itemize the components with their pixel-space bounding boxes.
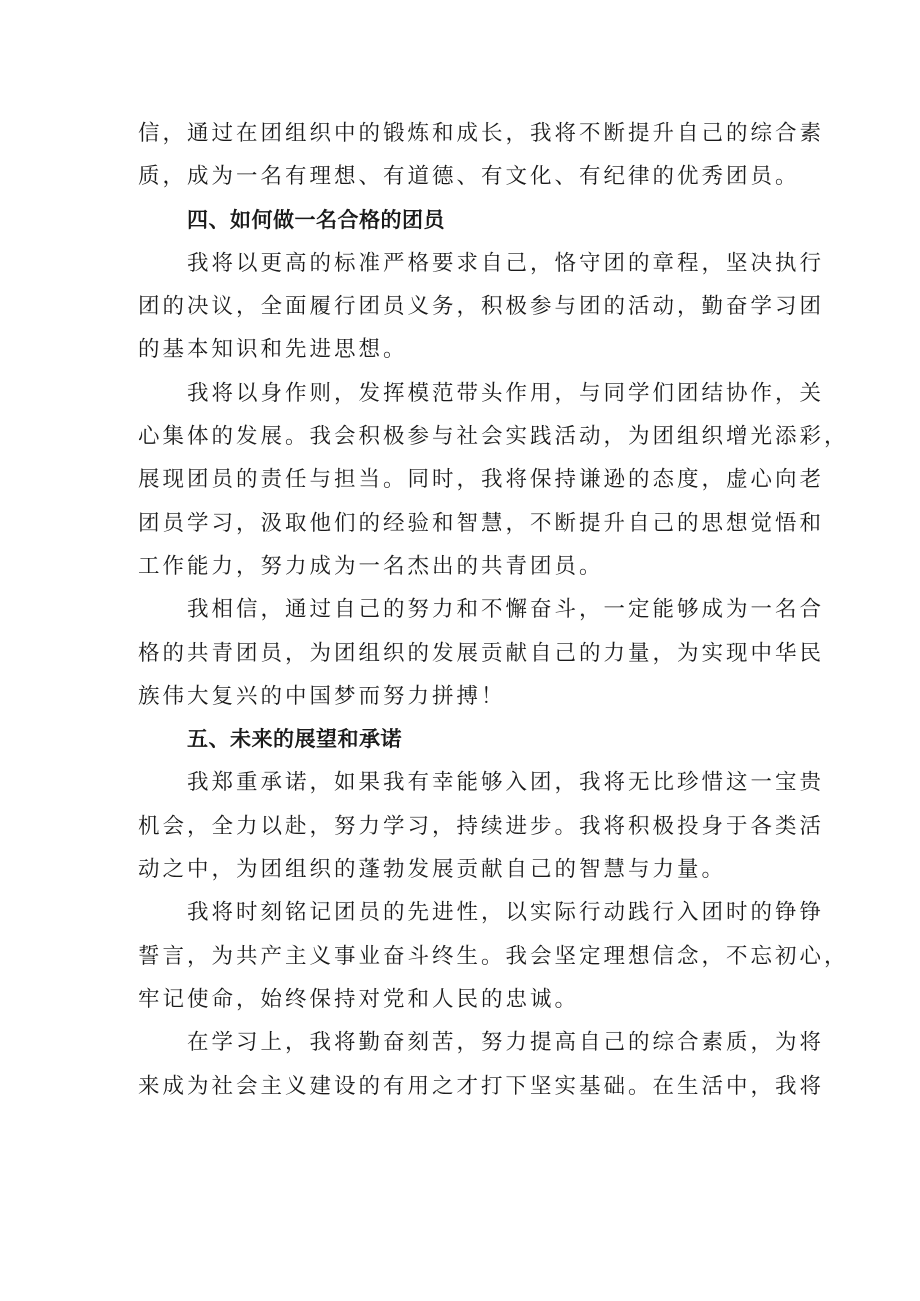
paragraph-line: 的基本知识和先进思想。 bbox=[138, 337, 408, 363]
paragraph-line: 团的决议，全面履行团员义务，积极参与团的活动，勤奋学习团 bbox=[138, 294, 825, 320]
paragraph-line: 质，成为一名有理想、有道德、有文化、有纪律的优秀团员。 bbox=[138, 164, 800, 190]
paragraph-line: 我将以身作则，发挥模范带头作用，与同学们团结协作，关 bbox=[187, 380, 825, 406]
paragraph-line: 族伟大复兴的中国梦而努力拼搏！ bbox=[138, 683, 506, 709]
paragraph-line: 心集体的发展。我会积极参与社会实践活动，为团组织增光添彩， bbox=[138, 424, 849, 450]
paragraph-line: 团员学习，汲取他们的经验和智慧，不断提升自己的思想觉悟和 bbox=[138, 510, 825, 536]
section-heading-5: 五、未来的展望和承诺 bbox=[187, 727, 402, 752]
paragraph-line: 格的共青团员，为团组织的发展贡献自己的力量，为实现中华民 bbox=[138, 640, 825, 666]
paragraph-line: 在学习上，我将勤奋刻苦，努力提高自己的综合素质，为将 bbox=[187, 1030, 825, 1056]
section-heading-4: 四、如何做一名合格的团员 bbox=[187, 207, 445, 232]
document-page bbox=[138, 112, 849, 1108]
paragraph-line: 我将以更高的标准严格要求自己，恪守团的章程，坚决执行 bbox=[187, 250, 825, 276]
paragraph-line: 动之中，为团组织的蓬勃发展贡献自己的智慧与力量。 bbox=[138, 857, 727, 883]
paragraph-line: 展现团员的责任与担当。同时，我将保持谦逊的态度，虚心向老 bbox=[138, 467, 825, 493]
paragraph-line: 机会，全力以赴，努力学习，持续进步。我将积极投身于各类活 bbox=[138, 813, 825, 839]
paragraph-line: 我将时刻铭记团员的先进性，以实际行动践行入团时的铮铮 bbox=[187, 900, 825, 926]
paragraph-line: 誓言，为共产主义事业奋斗终生。我会坚定理想信念，不忘初心， bbox=[138, 943, 849, 969]
paragraph-line: 信，通过在团组织中的锻炼和成长，我将不断提升自己的综合素 bbox=[138, 121, 825, 146]
paragraph-line: 来成为社会主义建设的有用之才打下坚实基础。在生活中，我将 bbox=[138, 1073, 825, 1099]
paragraph-line: 我相信，通过自己的努力和不懈奋斗，一定能够成为一名合 bbox=[187, 597, 825, 623]
paragraph-line: 牢记使命，始终保持对党和人民的忠诚。 bbox=[138, 986, 580, 1012]
paragraph-line: 我郑重承诺，如果我有幸能够入团，我将无比珍惜这一宝贵 bbox=[187, 770, 825, 796]
paragraph-line: 工作能力，努力成为一名杰出的共青团员。 bbox=[138, 553, 604, 579]
